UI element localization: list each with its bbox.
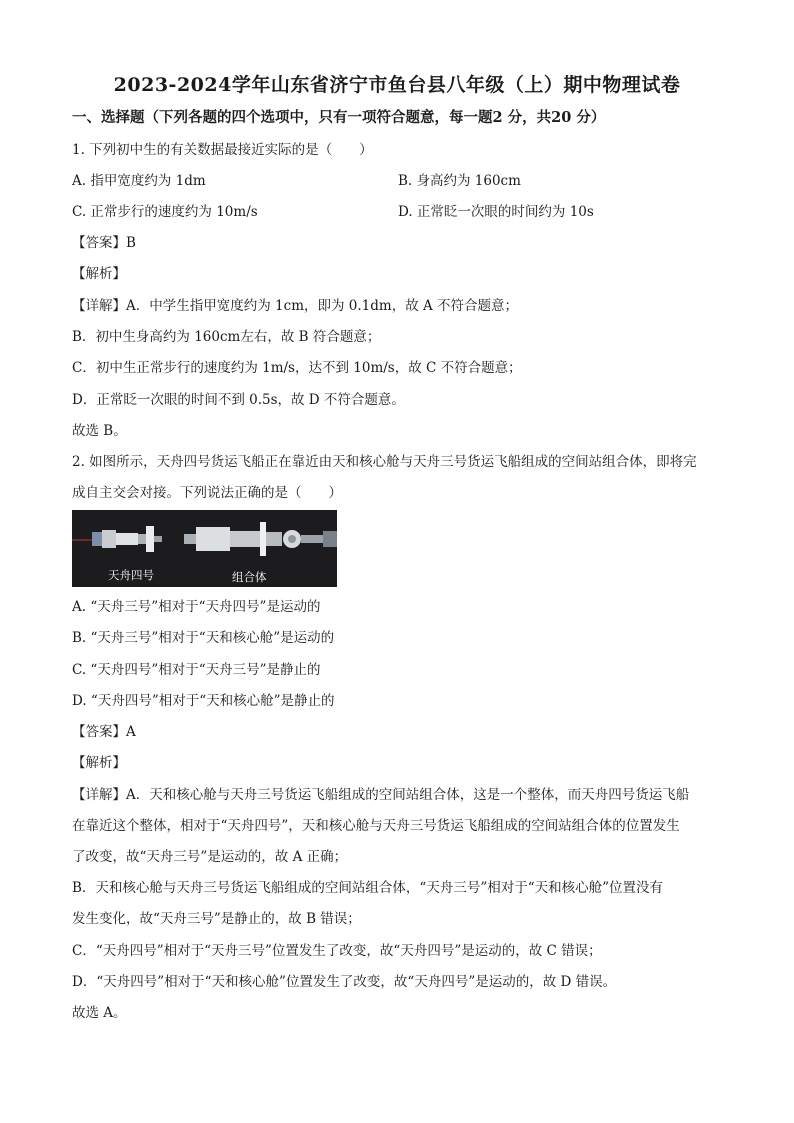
q2-detail-line: 发生变化，故“天舟三号”是静止的，故 B 错误； xyxy=(72,911,361,927)
q1-analysis-label: 【解析】 xyxy=(72,266,126,282)
q2-analysis-label: 【解析】 xyxy=(72,755,126,771)
q1-option-d: D. 正常眨一次眼的时间约为 10s xyxy=(398,204,594,220)
q2-detail-line: C．“天舟四号”相对于“天舟三号”位置发生了改变，故“天舟四号”是运动的，故 C 错误； xyxy=(72,943,602,959)
spacecraft-figure xyxy=(72,510,337,587)
figure-label-combined: 组合体 xyxy=(232,570,267,584)
q1-detail-line: D．正常眨一次眼的时间不到 0.5s，故 D 不符合题意。 xyxy=(72,392,405,408)
q2-detail-line: 了改变，故“天舟三号”是运动的，故 A 正确； xyxy=(72,849,348,865)
q2-detail-line: B．天和核心舱与天舟三号货运飞船组成的空间站组合体，“天舟三号”相对于“天和核心舱”位置没有 xyxy=(72,880,664,896)
q2-detail-line: 【详解】A．天和核心舱与天舟三号货运飞船组成的空间站组合体，这是一个整体，而天舟四号货运飞船 xyxy=(72,787,690,803)
q1-option-c: C. 正常步行的速度约为 10m/s xyxy=(72,204,258,220)
q2-option-c: C. “天舟四号”相对于“天舟三号”是静止的 xyxy=(72,662,321,678)
page-title: 2023-2024学年山东省济宁市鱼台县八年级（上）期中物理试卷 xyxy=(113,74,681,96)
q1-option-a: A. 指甲宽度约为 1dm xyxy=(72,173,206,189)
q2-conclusion: 故选 A。 xyxy=(72,1005,127,1021)
q1-detail-line: C．初中生正常步行的速度约为 1m/s，达不到 10m/s，故 C 不符合题意； xyxy=(72,360,522,376)
q2-answer: 【答案】A xyxy=(72,724,136,740)
q1-detail-line: B．初中生身高约为 160cm左右，故 B 符合题意； xyxy=(72,329,381,345)
q1-conclusion: 故选 B。 xyxy=(72,423,127,439)
q2-option-a: A. “天舟三号”相对于“天舟四号”是运动的 xyxy=(72,599,321,615)
q2-option-b: B. “天舟三号”相对于“天和核心舱”是运动的 xyxy=(72,630,335,646)
q1-answer: 【答案】B xyxy=(72,235,136,251)
q1-detail-line: 【详解】A．中学生指甲宽度约为 1cm，即为 0.1dm，故 A 不符合题意； xyxy=(72,298,519,314)
question-1-stem: 1. 下列初中生的有关数据最接近实际的是（ ） xyxy=(72,142,373,158)
q2-detail-line: D．“天舟四号”相对于“天和核心舱”位置发生了改变，故“天舟四号”是运动的，故 D 错误。 xyxy=(72,974,617,990)
figure-label-tianzhou-4: 天舟四号 xyxy=(108,568,154,582)
q2-option-d: D. “天舟四号”相对于“天和核心舱”是静止的 xyxy=(72,693,335,709)
q2-detail-line: 在靠近这个整体，相对于“天舟四号”，天和核心舱与天舟三号货运飞船组成的空间站组合体的位置发生 xyxy=(72,818,680,834)
question-2-stem-line: 2. 如图所示，天舟四号货运飞船正在靠近由天和核心舱与天舟三号货运飞船组成的空间站组合体，即将完 xyxy=(72,454,697,470)
question-2-stem-line: 成自主交会对接。下列说法正确的是（ ） xyxy=(72,485,342,501)
section-heading: 一、选择题（下列各题的四个选项中，只有一项符合题意，每一题2 分，共20 分） xyxy=(72,109,606,126)
q1-option-b: B. 身高约为 160cm xyxy=(398,173,521,189)
